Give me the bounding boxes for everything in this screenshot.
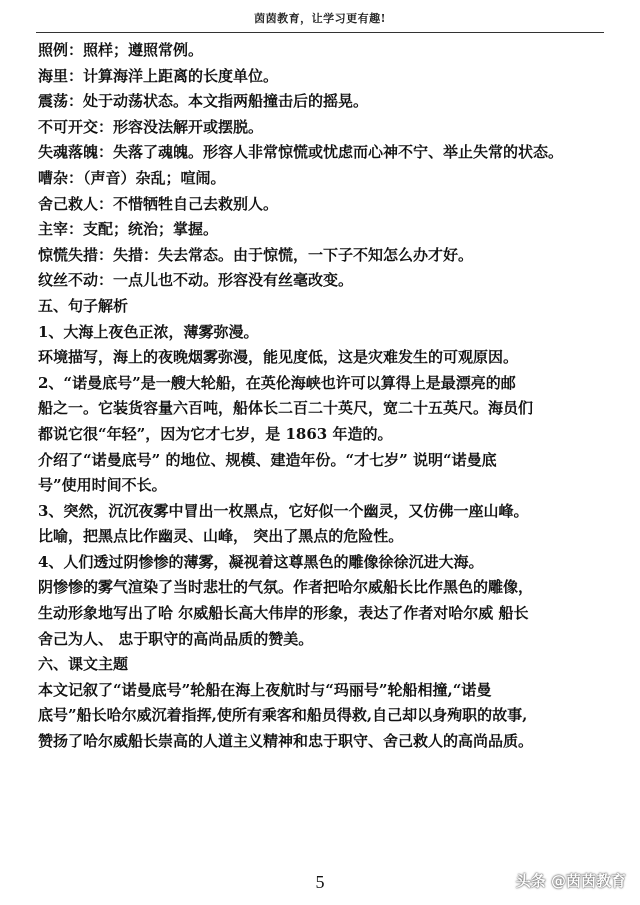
text-line: 舍己为人、 忠于职守的高尚品质的赞美。 xyxy=(38,629,314,648)
text-line: 介绍了“诺曼底号” 的地位、规模、建造年份。“才七岁” 说明“诺曼底 xyxy=(38,450,497,469)
text-line: 海里：计算海洋上距离的长度单位。 xyxy=(38,66,279,85)
text-line: 2、“诺曼底号”是一艘大轮船，在英伦海峡也许可以算得上是最漂亮的邮 xyxy=(38,373,516,392)
text-line: 底号”船长哈尔威沉着指挥,使所有乘客和船员得救,自己却以身殉职的故事, xyxy=(38,706,528,725)
text-line: 赞扬了哈尔威船长崇高的人道主义精神和忠于职守、舍己救人的高尚品质。 xyxy=(38,732,534,751)
text-line: 比喻，把黑点比作幽灵、山峰， 突出了黑点的危险性。 xyxy=(38,527,404,546)
text-line: 嘈杂：（声音）杂乱；喧闹。 xyxy=(38,168,226,187)
text-line: 纹丝不动：一点儿也不动。形容没有丝毫改变。 xyxy=(38,271,354,290)
text-line: 1、大海上夜色正浓，薄雾弥漫。 xyxy=(38,322,259,341)
section-heading: 六、课文主题 xyxy=(38,655,129,674)
text-line: 船之一。它装货容量六百吨，船体长二百二十英尺，宽二十五英尺。海员们 xyxy=(38,399,534,418)
text-line: 本文记叙了“诺曼底号”轮船在海上夜航时与“玛丽号”轮船相撞,“诺曼 xyxy=(38,680,492,699)
header-divider xyxy=(36,32,604,33)
text-line: 震荡：处于动荡状态。本文指两船撞击后的摇晃。 xyxy=(38,92,369,111)
page-header: 茵茵教育，让学习更有趣! xyxy=(254,12,386,25)
text-line: 3、突然，沉沉夜雾中冒出一枚黑点，它好似一个幽灵，又仿佛一座山峰。 xyxy=(38,501,529,520)
text-line: 号”使用时间不长。 xyxy=(38,476,167,495)
text-line: 惊慌失措：失措：失去常态。由于惊慌，一下子不知怎么办才好。 xyxy=(38,245,474,264)
text-line: 失魂落魄：失落了魂魄。形容人非常惊慌或忧虑而心神不宁、举止失常的状态。 xyxy=(38,143,564,162)
text-line: 4、人们透过阴惨惨的薄雾，凝视着这尊黑色的雕像徐徐沉进大海。 xyxy=(38,552,484,571)
text-line: 生动形象地写出了哈 尔威船长高大伟岸的形象，表达了作者对哈尔威 船长 xyxy=(38,604,529,623)
page-number: 5 xyxy=(315,872,325,892)
text-line: 阴惨惨的雾气渲染了当时悲壮的气氛。作者把哈尔威船长比作黑色的雕像， xyxy=(38,578,534,597)
section-heading: 五、句子解析 xyxy=(38,296,129,315)
document-body xyxy=(38,38,610,755)
watermark: 头条 @茵茵教育 xyxy=(515,872,626,890)
text-line: 照例：照样；遵照常例。 xyxy=(38,41,204,59)
text-line: 环境描写，海上的夜晚烟雾弥漫，能见度低，这是灾难发生的可观原因。 xyxy=(38,348,519,367)
text-line: 都说它很“年轻”，因为它才七岁，是 1863 年造的。 xyxy=(38,424,393,443)
text-line: 主宰：支配；统治；掌握。 xyxy=(38,220,219,239)
text-line: 不可开交：形容没法解开或摆脱。 xyxy=(38,117,264,136)
text-line: 舍己救人：不惜牺牲自己去救别人。 xyxy=(38,194,279,213)
